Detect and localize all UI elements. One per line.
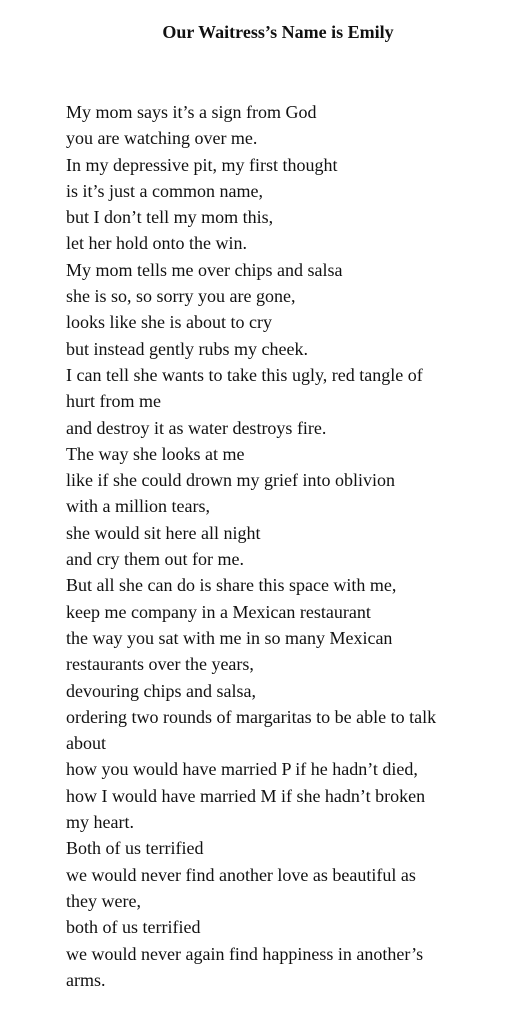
poem-line: keep me company in a Mexican restaurant [66,601,371,622]
poem-line: restaurants over the years, [66,654,254,675]
poem-line: about [66,733,106,754]
poem-title: Our Waitress’s Name is Emily [162,22,394,42]
poem-line: but instead gently rubs my cheek. [66,338,308,359]
poem-line: we would never find another love as beautiful as [66,864,416,885]
poem-line: hurt from me [66,391,161,412]
poem-line: with a million tears, [66,496,210,517]
poem-line: I can tell she wants to take this ugly, red tangle of [66,364,423,385]
poem-line: devouring chips and salsa, [66,680,256,701]
poem-line: arms. [66,969,106,990]
poem-line: but I don’t tell my mom this, [66,207,274,228]
poem-line: like if she could drown my grief into oblivion [66,470,395,491]
poem-line: My mom says it’s a sign from God [66,102,317,122]
poem-line: the way you sat with me in so many Mexican [66,627,393,648]
poem-line: is it’s just a common name, [66,180,263,201]
poem-line: But all she can do is share this space with me, [66,575,397,596]
poem-line: In my depressive pit, my first thought [66,154,338,175]
poem-line: you are watching over me. [66,128,258,149]
poem-line: ordering two rounds of margaritas to be able to talk [66,706,437,727]
poem-line: how I would have married M if she hadn’t broken [66,785,426,806]
poem-line: My mom tells me over chips and salsa [66,259,343,280]
poem-line: and destroy it as water destroys fire. [66,417,327,438]
poem-line: my heart. [66,812,134,833]
poem-line: they were, [66,890,141,911]
poem-line: both of us terrified [66,917,201,938]
poem-line: The way she looks at me [66,443,245,464]
poem-body [66,99,506,993]
poem-line: she is so, so sorry you are gone, [66,286,296,307]
poem-line: and cry them out for me. [66,549,244,570]
poem-line: how you would have married P if he hadn’t died, [66,759,418,780]
poem-line: she would sit here all night [66,522,261,543]
poem-line: let her hold onto the win. [66,233,247,254]
poem-line: looks like she is about to cry [66,312,272,333]
poem-line: we would never again find happiness in another’s [66,943,424,964]
poem-line: Both of us terrified [66,838,204,859]
